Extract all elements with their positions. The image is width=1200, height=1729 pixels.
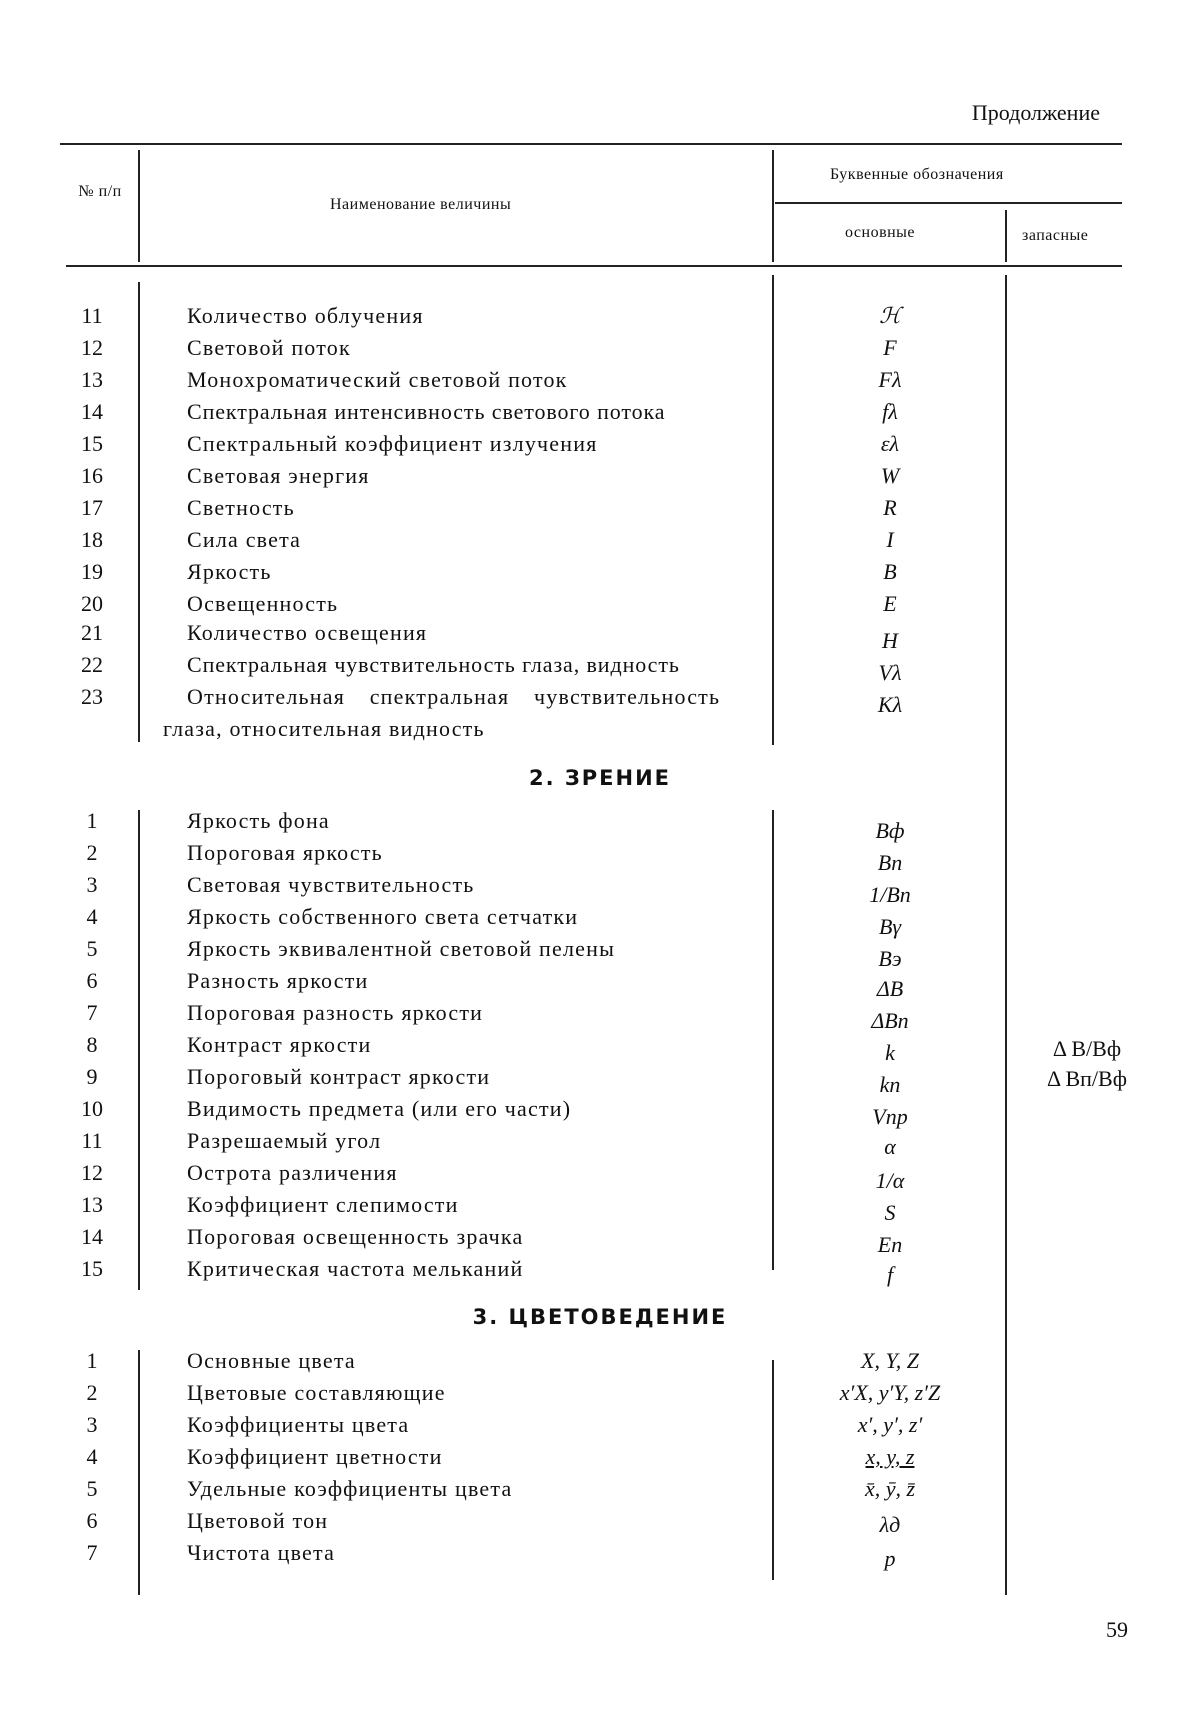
table-row — [0, 1508, 1200, 1540]
row-symbol: B — [883, 559, 897, 584]
header-divider-name — [772, 150, 774, 262]
row-symbol: Vпр — [872, 1104, 908, 1129]
table-row — [0, 1224, 1200, 1256]
row-name: Цветовой тон — [187, 1508, 329, 1533]
header-name: Наименование величины — [330, 196, 512, 213]
table-row — [0, 840, 1200, 875]
row-symbol: ℋ — [879, 303, 901, 328]
row-number: 10 — [81, 1096, 103, 1121]
row-number: 4 — [86, 1444, 98, 1469]
table-row — [0, 367, 1200, 399]
row-name: Монохроматический световой поток — [187, 367, 568, 392]
row-symbol: Fλ — [878, 367, 902, 392]
row-symbol: k — [885, 1040, 895, 1065]
row-symbol: S — [884, 1200, 896, 1225]
row-name: Разность яркости — [187, 968, 369, 993]
row-name: Светность — [187, 495, 295, 520]
row-symbol: Kλ — [877, 692, 903, 717]
row-number: 21 — [81, 620, 103, 645]
row-name: Световой поток — [187, 335, 351, 360]
row-number: 8 — [86, 1032, 98, 1057]
row-number: 19 — [81, 559, 103, 584]
table-row — [0, 1476, 1200, 1508]
table-row — [0, 1444, 1200, 1476]
row-number: 2 — [86, 840, 98, 865]
row-symbol: H — [882, 628, 898, 653]
table-row — [0, 652, 1200, 684]
row-name: Относительная спектральная чувствительность — [187, 684, 721, 709]
row-symbol: ελ — [880, 431, 900, 456]
row-name: Контраст яркости — [187, 1032, 372, 1057]
table-row — [0, 872, 1200, 907]
row-name: Пороговый контраст яркости — [187, 1064, 491, 1089]
row-symbol: Bэ — [878, 946, 902, 971]
row-number: 12 — [81, 335, 103, 360]
page-number: 59 — [1106, 1617, 1128, 1642]
row-number: 7 — [86, 1540, 98, 1565]
header-alt: запасные — [1022, 227, 1089, 244]
row-symbol: f — [886, 1262, 894, 1287]
row-number: 7 — [86, 1000, 98, 1025]
row-name: Коэффициент цветности — [187, 1444, 443, 1469]
section-title-color-science: 3. ЦВЕТОВЕДЕНИЕ — [472, 1305, 728, 1329]
row-name: Количество облучения — [187, 303, 424, 328]
row-name: Спектральная чувствительность глаза, видность — [187, 652, 680, 677]
row-name: Острота различения — [187, 1160, 398, 1185]
header-sub-rule — [775, 202, 1122, 204]
row-number: 20 — [81, 591, 103, 616]
row-symbol: x, y, z — [865, 1444, 915, 1469]
row-symbol: ΔB — [876, 976, 904, 1001]
row-name: Основные цвета — [187, 1348, 356, 1373]
row-number: 13 — [81, 1192, 103, 1217]
section-title-vision: 2. ЗРЕНИЕ — [528, 766, 672, 790]
row-symbol: x′, y′, z′ — [857, 1412, 923, 1437]
table-row — [0, 463, 1200, 495]
row-symbol: Bп — [877, 850, 903, 875]
table-row — [0, 1128, 1200, 1160]
row-name: Чистота цвета — [187, 1540, 336, 1565]
row-name: Спектральный коэффициент излучения — [187, 431, 598, 456]
table-row — [0, 591, 1200, 623]
row-number: 18 — [81, 527, 103, 552]
table-top-rule — [60, 143, 1122, 145]
row-number: 17 — [81, 495, 103, 520]
table-row — [0, 527, 1200, 559]
row-name: Световая чувствительность — [187, 872, 475, 897]
header-main: основные — [845, 224, 916, 241]
row-symbol: α — [884, 1134, 896, 1159]
table-row — [0, 1540, 1200, 1572]
row-symbol: Vλ — [878, 660, 902, 685]
row-name: Коэффициент слепимости — [187, 1192, 459, 1217]
row-number: 11 — [81, 303, 103, 328]
row-name: Количество освещения — [187, 620, 428, 645]
row-symbol: fλ — [882, 399, 898, 424]
table-row — [0, 399, 1200, 431]
row-symbol: λд — [879, 1512, 901, 1537]
row-number: 1 — [86, 1348, 98, 1373]
table-row — [0, 559, 1200, 591]
row-symbol: 1/α — [875, 1168, 905, 1193]
table-row — [0, 1256, 1200, 1288]
row-name: Цветовые составляющие — [187, 1380, 446, 1405]
table-row — [0, 808, 1200, 843]
table-row — [0, 620, 1200, 652]
row-number: 3 — [86, 1412, 98, 1437]
row-symbol: F — [883, 335, 897, 360]
row-name: Сила света — [187, 527, 302, 552]
table-row — [0, 684, 1200, 716]
row-number: 11 — [81, 1128, 103, 1153]
row-number: 5 — [86, 936, 98, 961]
table-row — [0, 431, 1200, 463]
row-number: 14 — [81, 399, 103, 424]
row-number: 5 — [86, 1476, 98, 1501]
row-name: Спектральная интенсивность светового потока — [187, 399, 666, 424]
table-row — [0, 335, 1200, 367]
row-number: 22 — [81, 652, 103, 677]
row-symbol: 1/Bп — [869, 882, 911, 907]
row-number: 1 — [86, 808, 98, 833]
row-name: Пороговая разность яркости — [187, 1000, 484, 1025]
row-name: Видимость предмета (или его части) — [187, 1096, 572, 1121]
row-symbol: R — [883, 495, 897, 520]
table-row — [0, 968, 1200, 1000]
row-name: Световая энергия — [187, 463, 370, 488]
row-number: 15 — [81, 431, 103, 456]
row-number: 9 — [86, 1064, 98, 1089]
row-number: 23 — [81, 684, 103, 709]
row-name: Пороговая освещенность зрачка — [187, 1224, 524, 1249]
row-number: 3 — [86, 872, 98, 897]
row-symbol: W — [880, 463, 900, 488]
table-row — [0, 1380, 1200, 1412]
table-row — [0, 495, 1200, 527]
row-name: Разрешаемый угол — [187, 1128, 382, 1153]
row-symbol: I — [886, 527, 894, 552]
table-row — [0, 904, 1200, 939]
row-symbol: x′X, y′Y, z′Z — [839, 1380, 941, 1405]
row-number: 4 — [86, 904, 98, 929]
row-symbol: E — [883, 591, 897, 616]
row-name: Удельные коэффициенты цвета — [187, 1476, 513, 1501]
row-number: 6 — [86, 968, 98, 993]
continuation-label: Продолжение — [971, 100, 1100, 125]
row-number: 6 — [86, 1508, 98, 1533]
row-name: Коэффициенты цвета — [187, 1412, 410, 1437]
row-name: Яркость эквивалентной световой пелены — [187, 936, 616, 961]
header-bottom-rule — [66, 265, 1122, 267]
row-name: Яркость фона — [187, 808, 330, 833]
table-row — [0, 303, 1200, 335]
row-symbol: Bф — [875, 818, 905, 843]
row-alt-symbol: Δ Bп/Bф — [1047, 1066, 1127, 1091]
table-row — [0, 1000, 1200, 1032]
row-symbol: x̄, ȳ, z̄ — [864, 1476, 916, 1501]
row-name: Критическая частота мельканий — [187, 1256, 524, 1281]
table-row — [0, 1160, 1200, 1192]
row-number: 14 — [81, 1224, 103, 1249]
row-number: 16 — [81, 463, 103, 488]
header-num: № п/п — [78, 183, 122, 200]
row-name: Яркость — [187, 559, 272, 584]
row-symbol: Bγ — [878, 914, 902, 939]
row-name: Пороговая яркость — [187, 840, 383, 865]
row-number: 12 — [81, 1160, 103, 1185]
table-row — [0, 1192, 1200, 1224]
row-name-continuation: глаза, относительная видность — [163, 716, 485, 741]
row-name: Яркость собственного света сетчатки — [187, 904, 579, 929]
row-number: 2 — [86, 1380, 98, 1405]
header-symbols: Буквенные обозначения — [830, 166, 1004, 183]
row-symbol: ΔBп — [871, 1008, 909, 1033]
row-symbol: p — [884, 1546, 896, 1571]
header-divider-alt — [1005, 210, 1007, 262]
header-divider-num — [138, 150, 140, 262]
row-number: 15 — [81, 1256, 103, 1281]
table-row — [0, 1096, 1200, 1128]
row-symbol: X, Y, Z — [861, 1348, 919, 1373]
table-row — [0, 936, 1200, 971]
row-symbol: kп — [879, 1072, 901, 1097]
row-symbol: Eп — [877, 1232, 903, 1257]
row-number: 13 — [81, 367, 103, 392]
table-row — [0, 1412, 1200, 1444]
table-row — [0, 1032, 1200, 1064]
table-row — [0, 1348, 1200, 1380]
row-name: Освещенность — [187, 591, 339, 616]
row-alt-symbol: Δ B/Bф — [1052, 1036, 1122, 1061]
table-row — [0, 1064, 1200, 1096]
